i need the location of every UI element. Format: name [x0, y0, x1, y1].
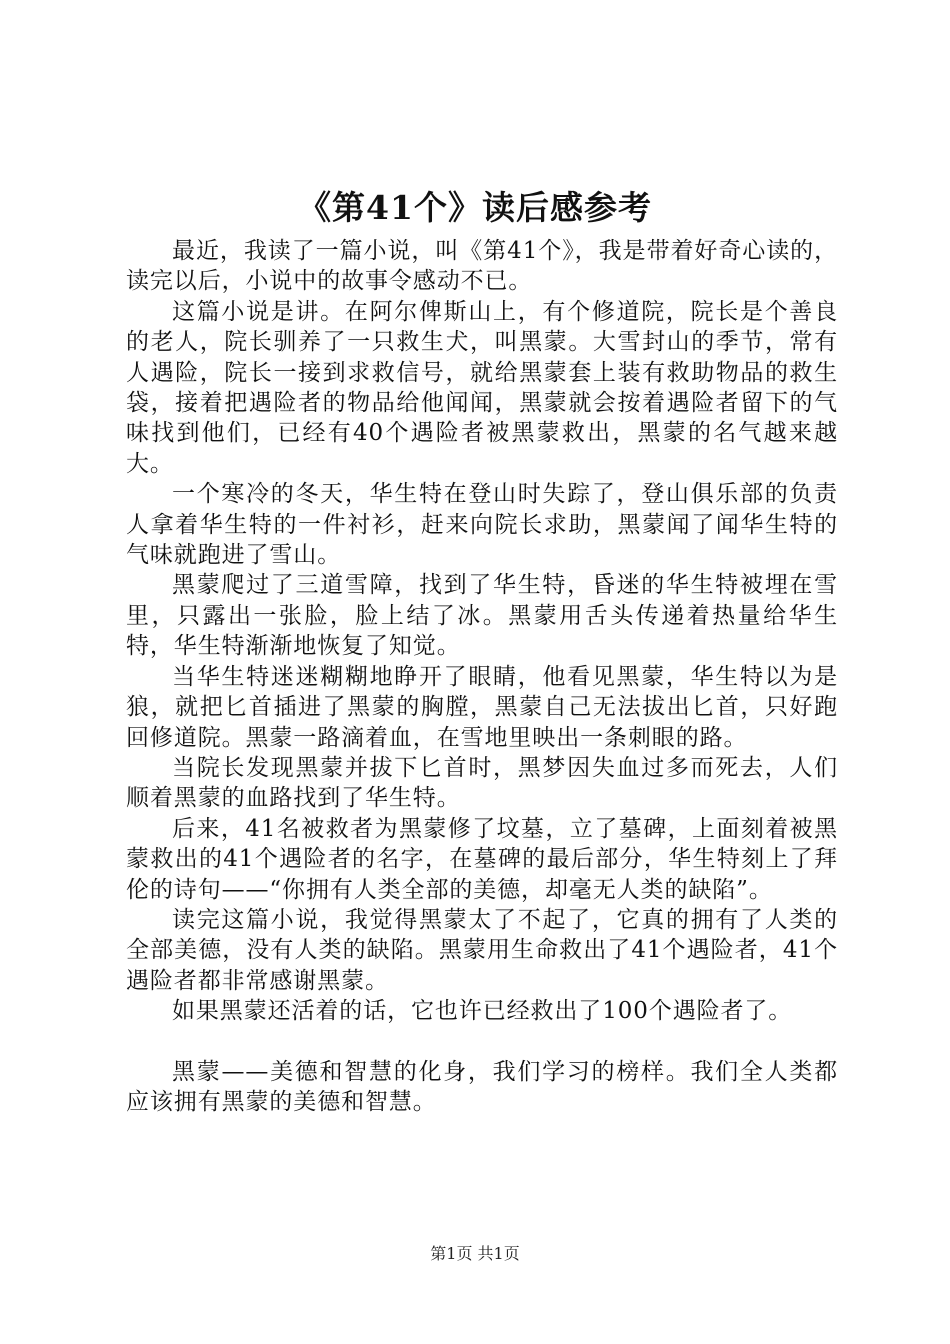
paragraph-10: 黑蒙——美德和智慧的化身，我们学习的榜样。我们全人类都应该拥有黑蒙的美德和智慧。	[126, 1058, 838, 1116]
paragraph-1: 最近，我读了一篇小说，叫《第41个》，我是带着好奇心读的，读完以后，小说中的故事令感动不已。	[126, 238, 838, 295]
paragraph-8: 读完这篇小说，我觉得黑蒙太了不起了，它真的拥有了人类的全部美德，没有人类的缺陷。黑蒙用生命救出了41个遇险者，41个遇险者都非常感谢黑蒙。	[126, 906, 838, 994]
document-title: 《第41个》读后感参考	[298, 188, 652, 227]
paragraph-5: 当华生特迷迷糊糊地睁开了眼睛，他看见黑蒙，华生特以为是狼，就把匕首插进了黑蒙的胸膛，黑蒙自己无法拔出匕首，只好跑回修道院。黑蒙一路滴着血，在雪地里映出一条刺眼的路。	[126, 663, 838, 751]
paragraph-7: 后来，41名被救者为黑蒙修了坟墓，立了墓碑，上面刻着被黑蒙救出的41个遇险者的名字，在墓碑的最后部分，华生特刻上了拜伦的诗句——“你拥有人类全部的美德，却毫无人类的缺陷”。	[126, 815, 838, 903]
page-footer: 第1页 共1页	[430, 1244, 520, 1263]
paragraph-4: 黑蒙爬过了三道雪障，找到了华生特，昏迷的华生特被埋在雪里，只露出一张脸，脸上结了冰。黑蒙用舌头传递着热量给华生特，华生特渐渐地恢复了知觉。	[126, 572, 838, 660]
paragraph-6: 当院长发现黑蒙并拔下匕首时，黑梦因失血过多而死去，人们顺着黑蒙的血路找到了华生特。	[126, 754, 838, 812]
paragraph-9: 如果黑蒙还活着的话，它也许已经救出了100个遇险者了。	[172, 998, 793, 1025]
paragraph-3: 一个寒冷的冬天，华生特在登山时失踪了，登山俱乐部的负责人拿着华生特的一件衬衫，赶来向院长求助，黑蒙闻了闻华生特的气味就跑进了雪山。	[126, 481, 838, 569]
blank-line	[126, 1027, 838, 1057]
document-body	[126, 236, 838, 1118]
paragraph-2: 这篇小说是讲。在阿尔俾斯山上，有个修道院，院长是个善良的老人，院长驯养了一只救生犬，叫黑蒙。大雪封山的季节，常有人遇险，院长一接到求救信号，就给黑蒙套上装有救助物品的救生袋，接着把遇险者的物品给他闻闻，黑蒙就会按着遇险者留下的气味找到他们，已经有40个遇险者被黑蒙救出，黑蒙的名气越来越大。	[126, 298, 838, 477]
